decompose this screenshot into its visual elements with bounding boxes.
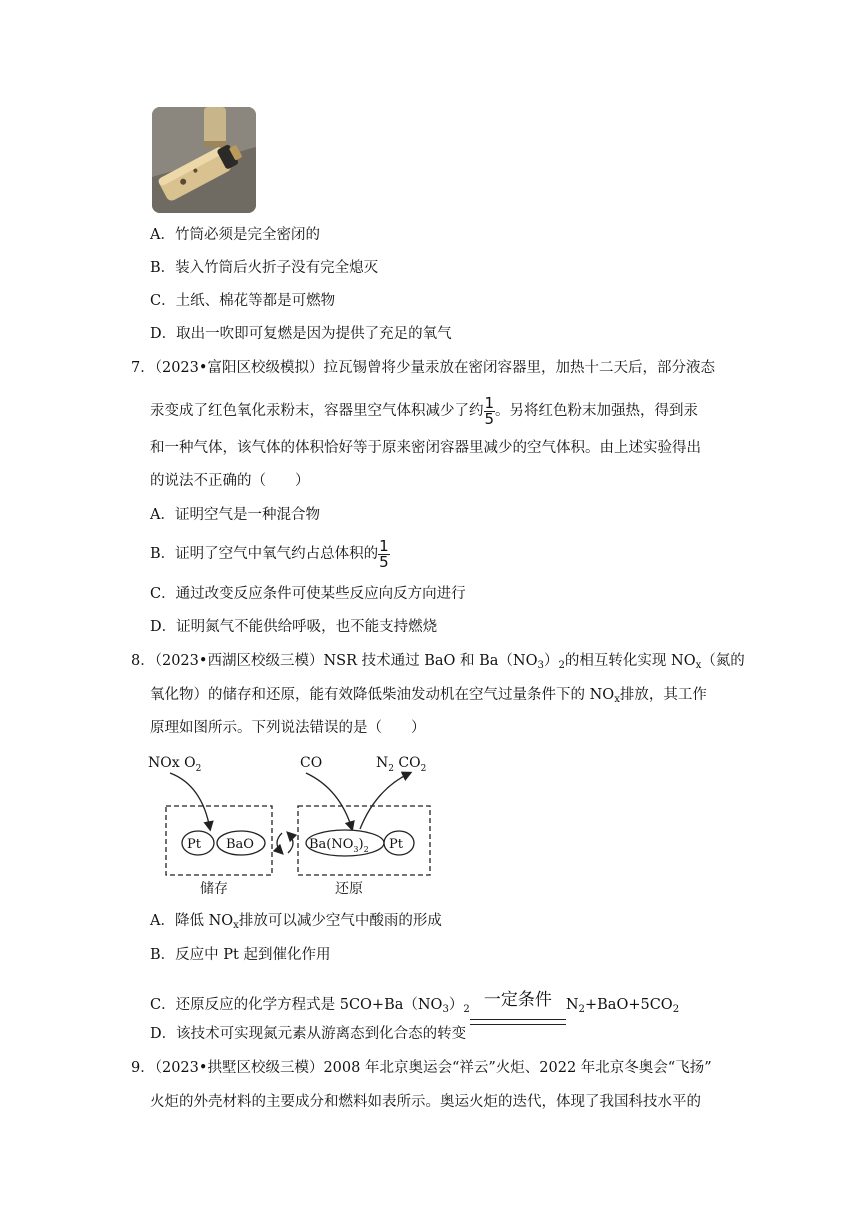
pt-label-reduction: Pt <box>389 837 403 852</box>
q8-option-a: A．降低 $NO_x$排放可以减少空气中酸雨的形成 <box>150 913 442 931</box>
q7-option-c: C．通过改变反应条件可使某些反应向反方向进行 <box>150 586 466 602</box>
pt-label-storage: Pt <box>187 837 201 852</box>
diagram-output-n2-co2: $N_2$ $CO_2$ <box>376 755 427 774</box>
diagram-input-nox-o2: NOx $O_2$ <box>148 755 202 774</box>
q8-stem-line-2: 氧化物）的储存和还原，能有效降低柴油发动机在空气过量条件下的 $NO_x$排放，其工作 <box>150 687 707 705</box>
cycle-arrow-left <box>277 833 282 853</box>
q7-stem-line-4: 的说法不正确的（ ） <box>150 473 310 489</box>
q7-stem-line-3: 和一种气体，该气体的体积恰好等于原来密闭容器里减少的空气体积。由上述实验得出 <box>150 440 701 456</box>
arrow-n2-co2-out <box>360 773 410 829</box>
reaction-condition: 一定条件 <box>470 982 566 1025</box>
q7-source: （2023•富阳区校级模拟） <box>154 360 324 376</box>
bamboo-tube-fire-starter-icon <box>152 107 256 213</box>
fraction-one-fifth: $\frac{1}{5}$ <box>484 393 495 428</box>
q6-option-b: B．装入竹筒后火折子没有完全熄灭 <box>150 260 379 276</box>
q7-option-a: A．证明空气是一种混合物 <box>150 507 320 523</box>
q7-stem-line-2: 汞变成了红色氧化汞粉末，容器里空气体积减少了约 $\frac{1}{5}$ 。另将红色粉末加强热，得到汞 <box>150 393 699 428</box>
nsr-diagram <box>140 745 440 900</box>
q8-option-b: B．反应中 Pt 起到催化作用 <box>150 947 331 963</box>
bao-label: BaO <box>226 837 254 852</box>
cycle-arrow-right <box>288 833 293 853</box>
arrow-nox-in <box>170 773 210 829</box>
q7-number: 7． <box>131 360 155 376</box>
q9-stem-line-1: 9．（2023•拱墅区校级三模）2008 年北京奥运会“祥云”火炬、2022 年北京冬奥会“飞扬” <box>131 1060 712 1076</box>
q9-source: （2023•拱墅区校级三模） <box>154 1060 324 1076</box>
q8-source: （2023•西湖区校级三模） <box>154 653 324 669</box>
q8-stem-line-1: 8．（2023•西湖区校级三模）NSR 技术通过 BaO 和 $Ba(NO_3)_2$的相互转化实现 $NO_x$（氮的 <box>131 653 745 671</box>
ba-no3-2-label: $Ba(NO_3)_2$ <box>309 837 369 854</box>
q8-number: 8． <box>131 653 155 669</box>
q7-stem-line-1: 7．（2023•富阳区校级模拟）拉瓦锡曾将少量汞放在密闭容器里，加热十二天后，部分液态 <box>131 360 715 376</box>
arrow-co-in <box>306 773 352 829</box>
fraction-one-fifth: $\frac{1}{5}$ <box>379 536 389 571</box>
q7-option-b: B．证明了空气中氧气约占总体积的 $\frac{1}{5}$ <box>150 536 389 571</box>
bamboo-tube-photo <box>152 107 256 213</box>
q6-option-d: D．取出一吹即可复燃是因为提供了充足的氧气 <box>150 326 452 342</box>
reduction-label: 还原 <box>335 881 363 897</box>
q9-number: 9． <box>131 1060 155 1076</box>
q7-option-d: D．证明氮气不能供给呼吸，也不能支持燃烧 <box>150 619 438 635</box>
diagram-input-co: CO <box>300 755 323 771</box>
q6-option-a: A．竹筒必须是完全密闭的 <box>150 227 320 243</box>
q6-option-c: C．土纸、棉花等都是可燃物 <box>150 293 336 309</box>
q8-option-d: D．该技术可实现氮元素从游离态到化合态的转变 <box>150 1026 467 1042</box>
q9-stem-line-2: 火炬的外壳材料的主要成分和燃料如表所示。奥运火炬的迭代，体现了我国科技水平的 <box>150 1094 701 1110</box>
q8-stem-line-3: 原理如图所示。下列说法错误的是（ ） <box>150 720 426 736</box>
storage-label: 储存 <box>200 881 228 897</box>
q8-option-c: C．还原反应的化学方程式是 $5CO+Ba(NO_3)_2$ 一定条件 $N_2+BaO+5CO_2$ <box>150 982 679 1028</box>
